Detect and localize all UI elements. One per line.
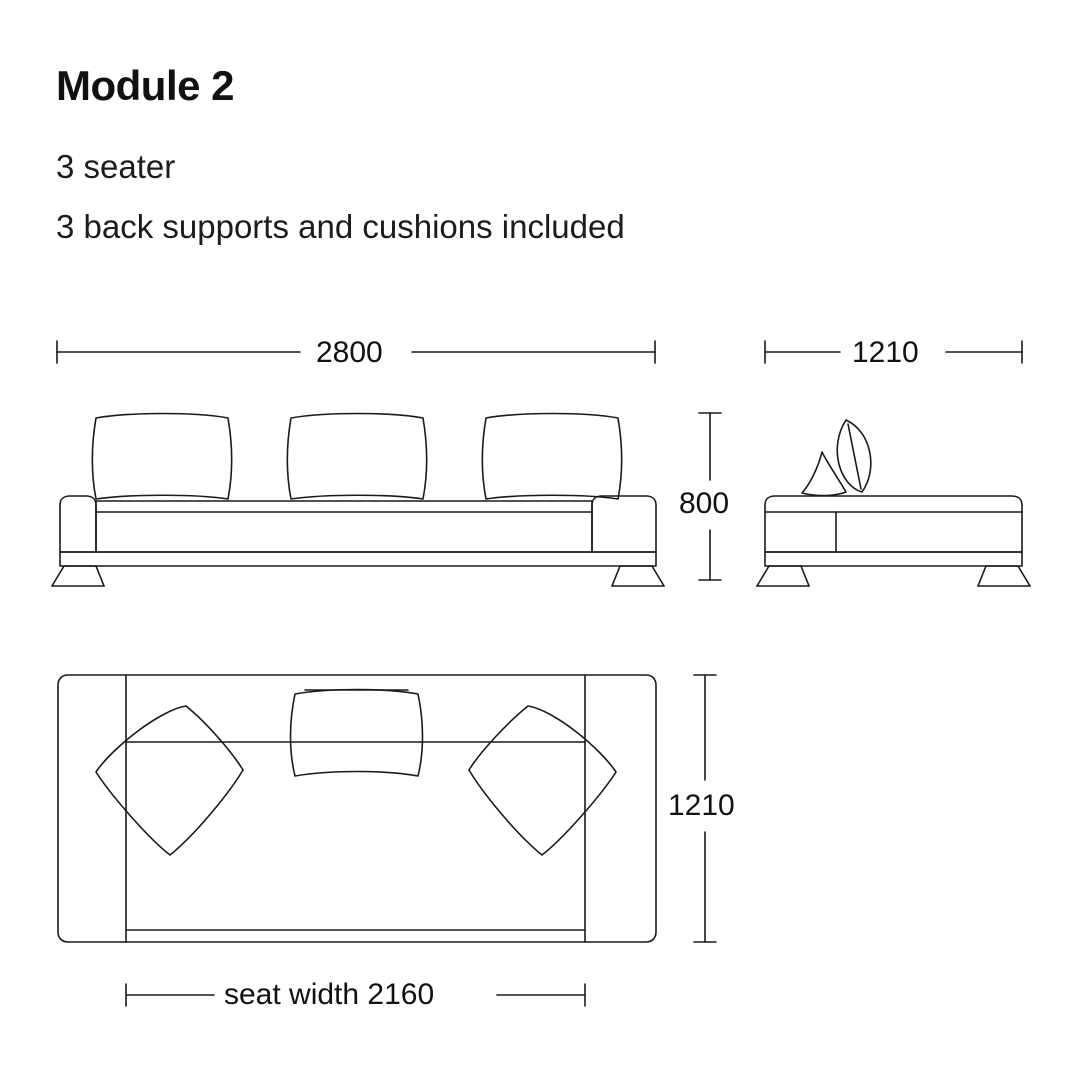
base-frame-side (765, 552, 1022, 566)
back-cushion-front-2 (287, 414, 427, 500)
leg-front-right-inner (612, 566, 620, 586)
dimension-side-width-label: 1210 (852, 336, 919, 369)
dimension-seat-width-label: seat width 2160 (224, 978, 435, 1011)
leg-front-right (620, 566, 664, 586)
back-cushion-side-crease (848, 424, 861, 489)
leg-front-left (52, 566, 96, 586)
armrest-right-front (592, 496, 656, 552)
front-elevation-view (52, 414, 664, 587)
plan-cushion-centre (291, 690, 423, 777)
plan-cushion-left (96, 706, 243, 855)
side-elevation-view (757, 420, 1030, 586)
scatter-cushion-side (802, 452, 846, 496)
leg-side-right (986, 566, 1030, 586)
plan-cushion-right (469, 706, 616, 855)
leg-side-left-inner (801, 566, 809, 586)
plan-view (58, 675, 656, 942)
seater-count-label: 3 seater (56, 148, 176, 185)
seat-body-side (765, 496, 1022, 552)
armrest-left-front (60, 496, 96, 552)
base-frame-front (60, 552, 656, 566)
seat-cushion-front (96, 501, 592, 552)
page-title: Module 2 (56, 62, 235, 109)
dimension-height-label: 800 (679, 487, 730, 520)
dimension-front-width-label: 2800 (316, 336, 383, 369)
included-items-label: 3 back supports and cushions included (56, 208, 625, 245)
leg-front-left-inner (96, 566, 104, 586)
leg-side-right-inner (978, 566, 986, 586)
back-cushion-front-3 (482, 414, 622, 500)
plan-outline (58, 675, 656, 942)
back-cushion-front-1 (92, 414, 232, 500)
dimension-plan-depth-label: 1210 (668, 789, 735, 822)
leg-side-left (757, 566, 801, 586)
